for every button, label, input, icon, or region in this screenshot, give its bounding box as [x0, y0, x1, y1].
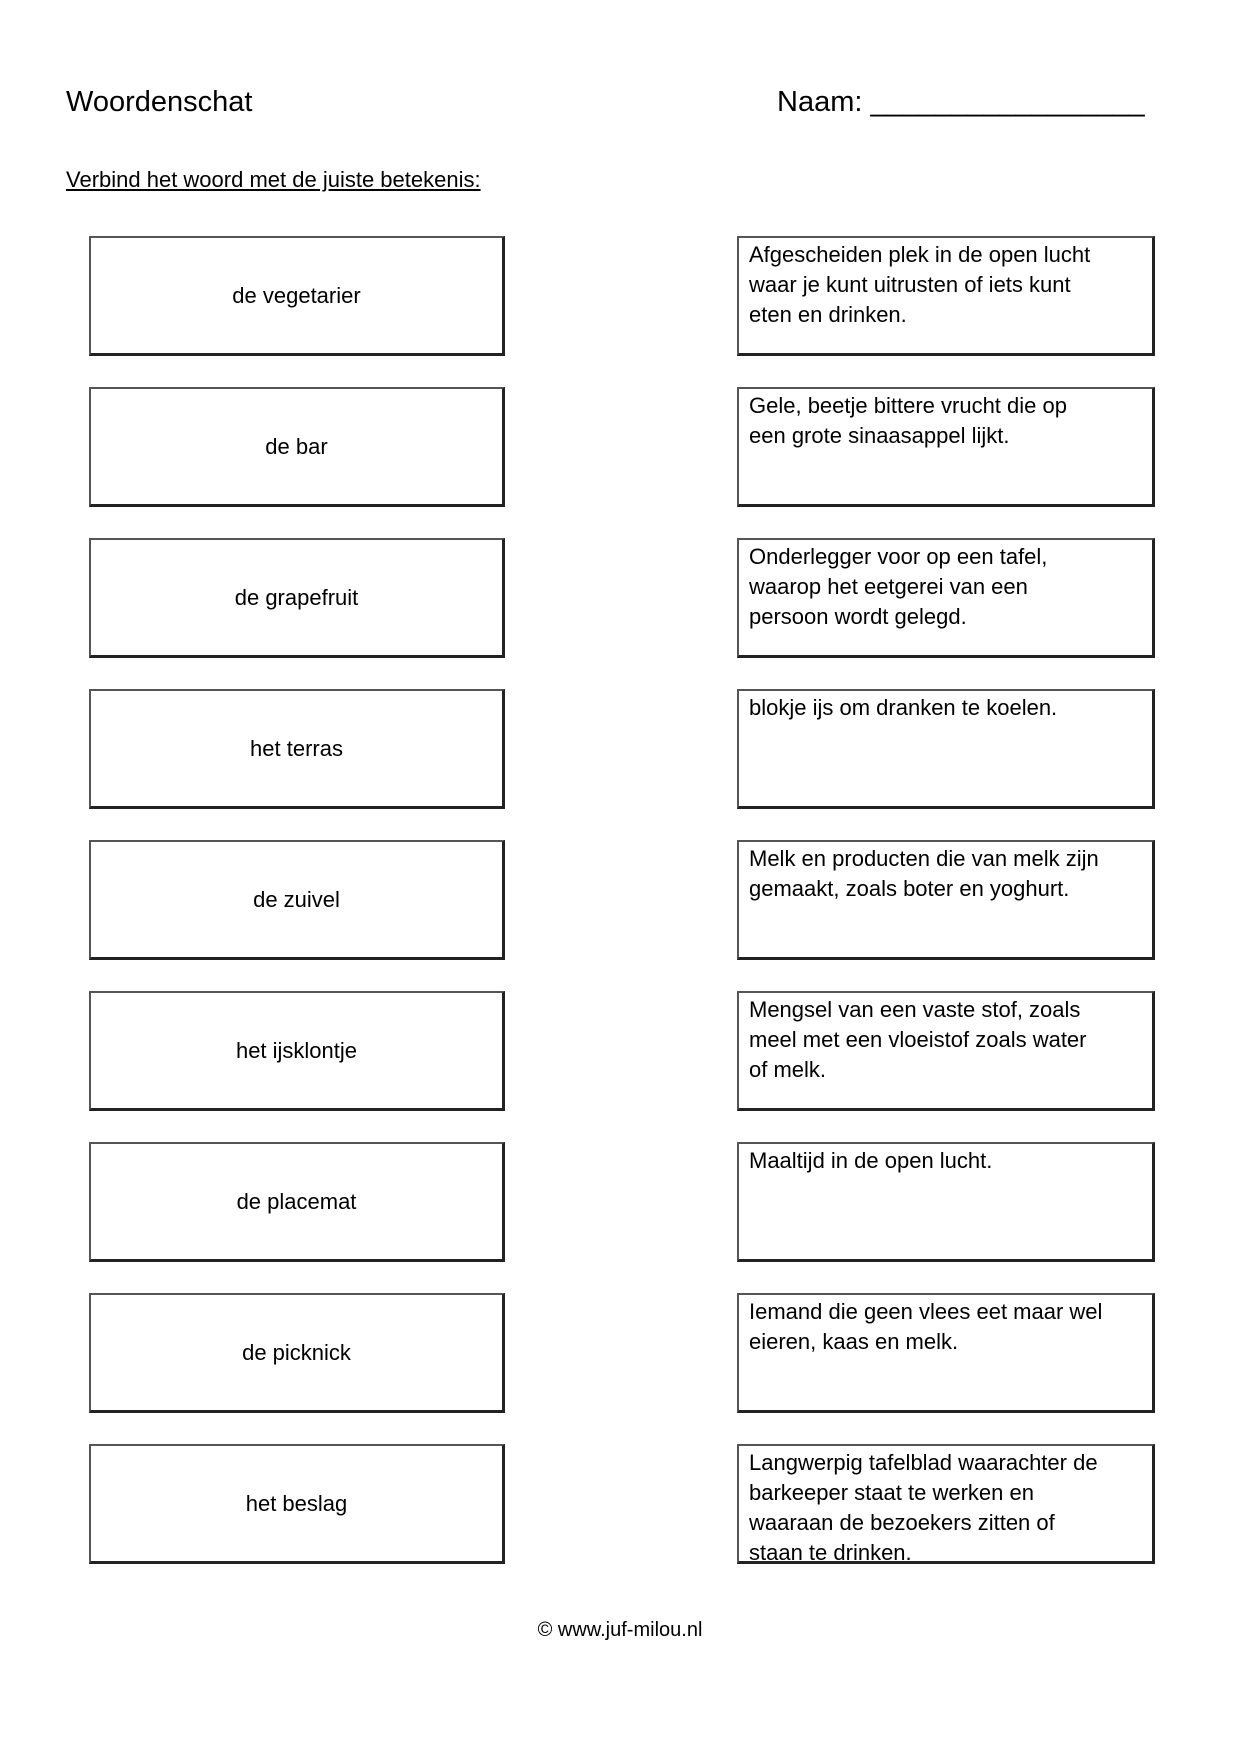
- word-label: de grapefruit: [234, 584, 359, 610]
- worksheet-title: Woordenschat: [66, 86, 253, 118]
- word-label: het ijsklontje: [235, 1037, 358, 1063]
- definition-box[interactable]: [737, 1293, 1155, 1413]
- definition-line: Gele, beetje bittere vrucht die op: [749, 393, 1067, 418]
- word-label: de placemat: [236, 1188, 357, 1214]
- definition-line: staan te drinken.: [749, 1540, 912, 1565]
- definition-line: eten en drinken.: [749, 302, 907, 327]
- definition-box[interactable]: [737, 689, 1155, 809]
- definition-box[interactable]: [737, 840, 1155, 960]
- definition-box[interactable]: [737, 387, 1155, 507]
- word-box[interactable]: [89, 387, 505, 507]
- definition-line: Melk en producten die van melk zijn: [749, 846, 1099, 871]
- word-label: de vegetarier: [232, 282, 361, 308]
- definition-line: meel met een vloeistof zoals water: [749, 1027, 1087, 1052]
- definition-line: Onderlegger voor op een tafel,: [749, 544, 1048, 569]
- definition-box[interactable]: [737, 1444, 1155, 1564]
- matching-row: [0, 689, 1240, 811]
- word-box[interactable]: [89, 1142, 505, 1262]
- definition-line: Afgescheiden plek in de open lucht: [749, 242, 1091, 267]
- word-box[interactable]: [89, 840, 505, 960]
- definition-line: persoon wordt gelegd.: [749, 604, 967, 629]
- word-box[interactable]: [89, 1444, 505, 1564]
- word-box[interactable]: [89, 538, 505, 658]
- definition-line: waaraan de bezoekers zitten of: [749, 1510, 1055, 1535]
- matching-row: [0, 1142, 1240, 1264]
- matching-row: [0, 991, 1240, 1113]
- definition-line: een grote sinaasappel lijkt.: [749, 423, 1010, 448]
- word-box[interactable]: [89, 689, 505, 809]
- word-box[interactable]: [89, 991, 505, 1111]
- definition-line: Maaltijd in de open lucht.: [749, 1148, 993, 1173]
- definition-box[interactable]: [737, 1142, 1155, 1262]
- copyright-footer: © www.juf-milou.nl: [537, 1619, 703, 1641]
- definition-line: barkeeper staat te werken en: [749, 1480, 1034, 1505]
- matching-row: [0, 1444, 1240, 1566]
- word-box[interactable]: [89, 1293, 505, 1413]
- instruction-text: Verbind het woord met de juiste betekenis:: [66, 167, 481, 192]
- definition-box[interactable]: [737, 236, 1155, 356]
- definition-line: waar je kunt uitrusten of iets kunt: [749, 272, 1071, 297]
- word-label: de bar: [265, 433, 328, 459]
- definition-box[interactable]: [737, 538, 1155, 658]
- definition-box[interactable]: [737, 991, 1155, 1111]
- matching-row: [0, 387, 1240, 509]
- definition-line: Langwerpig tafelblad waarachter de: [749, 1450, 1098, 1475]
- definition-line: Iemand die geen vlees eet maar wel: [749, 1299, 1103, 1324]
- matching-row: [0, 1293, 1240, 1415]
- name-field-label: Naam: _________________: [777, 86, 1145, 118]
- matching-row: [0, 840, 1240, 962]
- word-label: de picknick: [242, 1339, 351, 1365]
- definition-line: blokje ijs om dranken te koelen.: [749, 695, 1058, 720]
- word-box[interactable]: [89, 236, 505, 356]
- word-label: het beslag: [245, 1490, 348, 1516]
- matching-row: [0, 538, 1240, 660]
- word-label: de zuivel: [253, 886, 340, 912]
- definition-line: Mengsel van een vaste stof, zoals: [749, 997, 1081, 1022]
- definition-line: waarop het eetgerei van een: [749, 574, 1028, 599]
- definition-line: gemaakt, zoals boter en yoghurt.: [749, 876, 1070, 901]
- word-label: het terras: [250, 735, 343, 761]
- definition-line: of melk.: [749, 1057, 827, 1082]
- matching-row: [0, 236, 1240, 358]
- definition-line: eieren, kaas en melk.: [749, 1329, 959, 1354]
